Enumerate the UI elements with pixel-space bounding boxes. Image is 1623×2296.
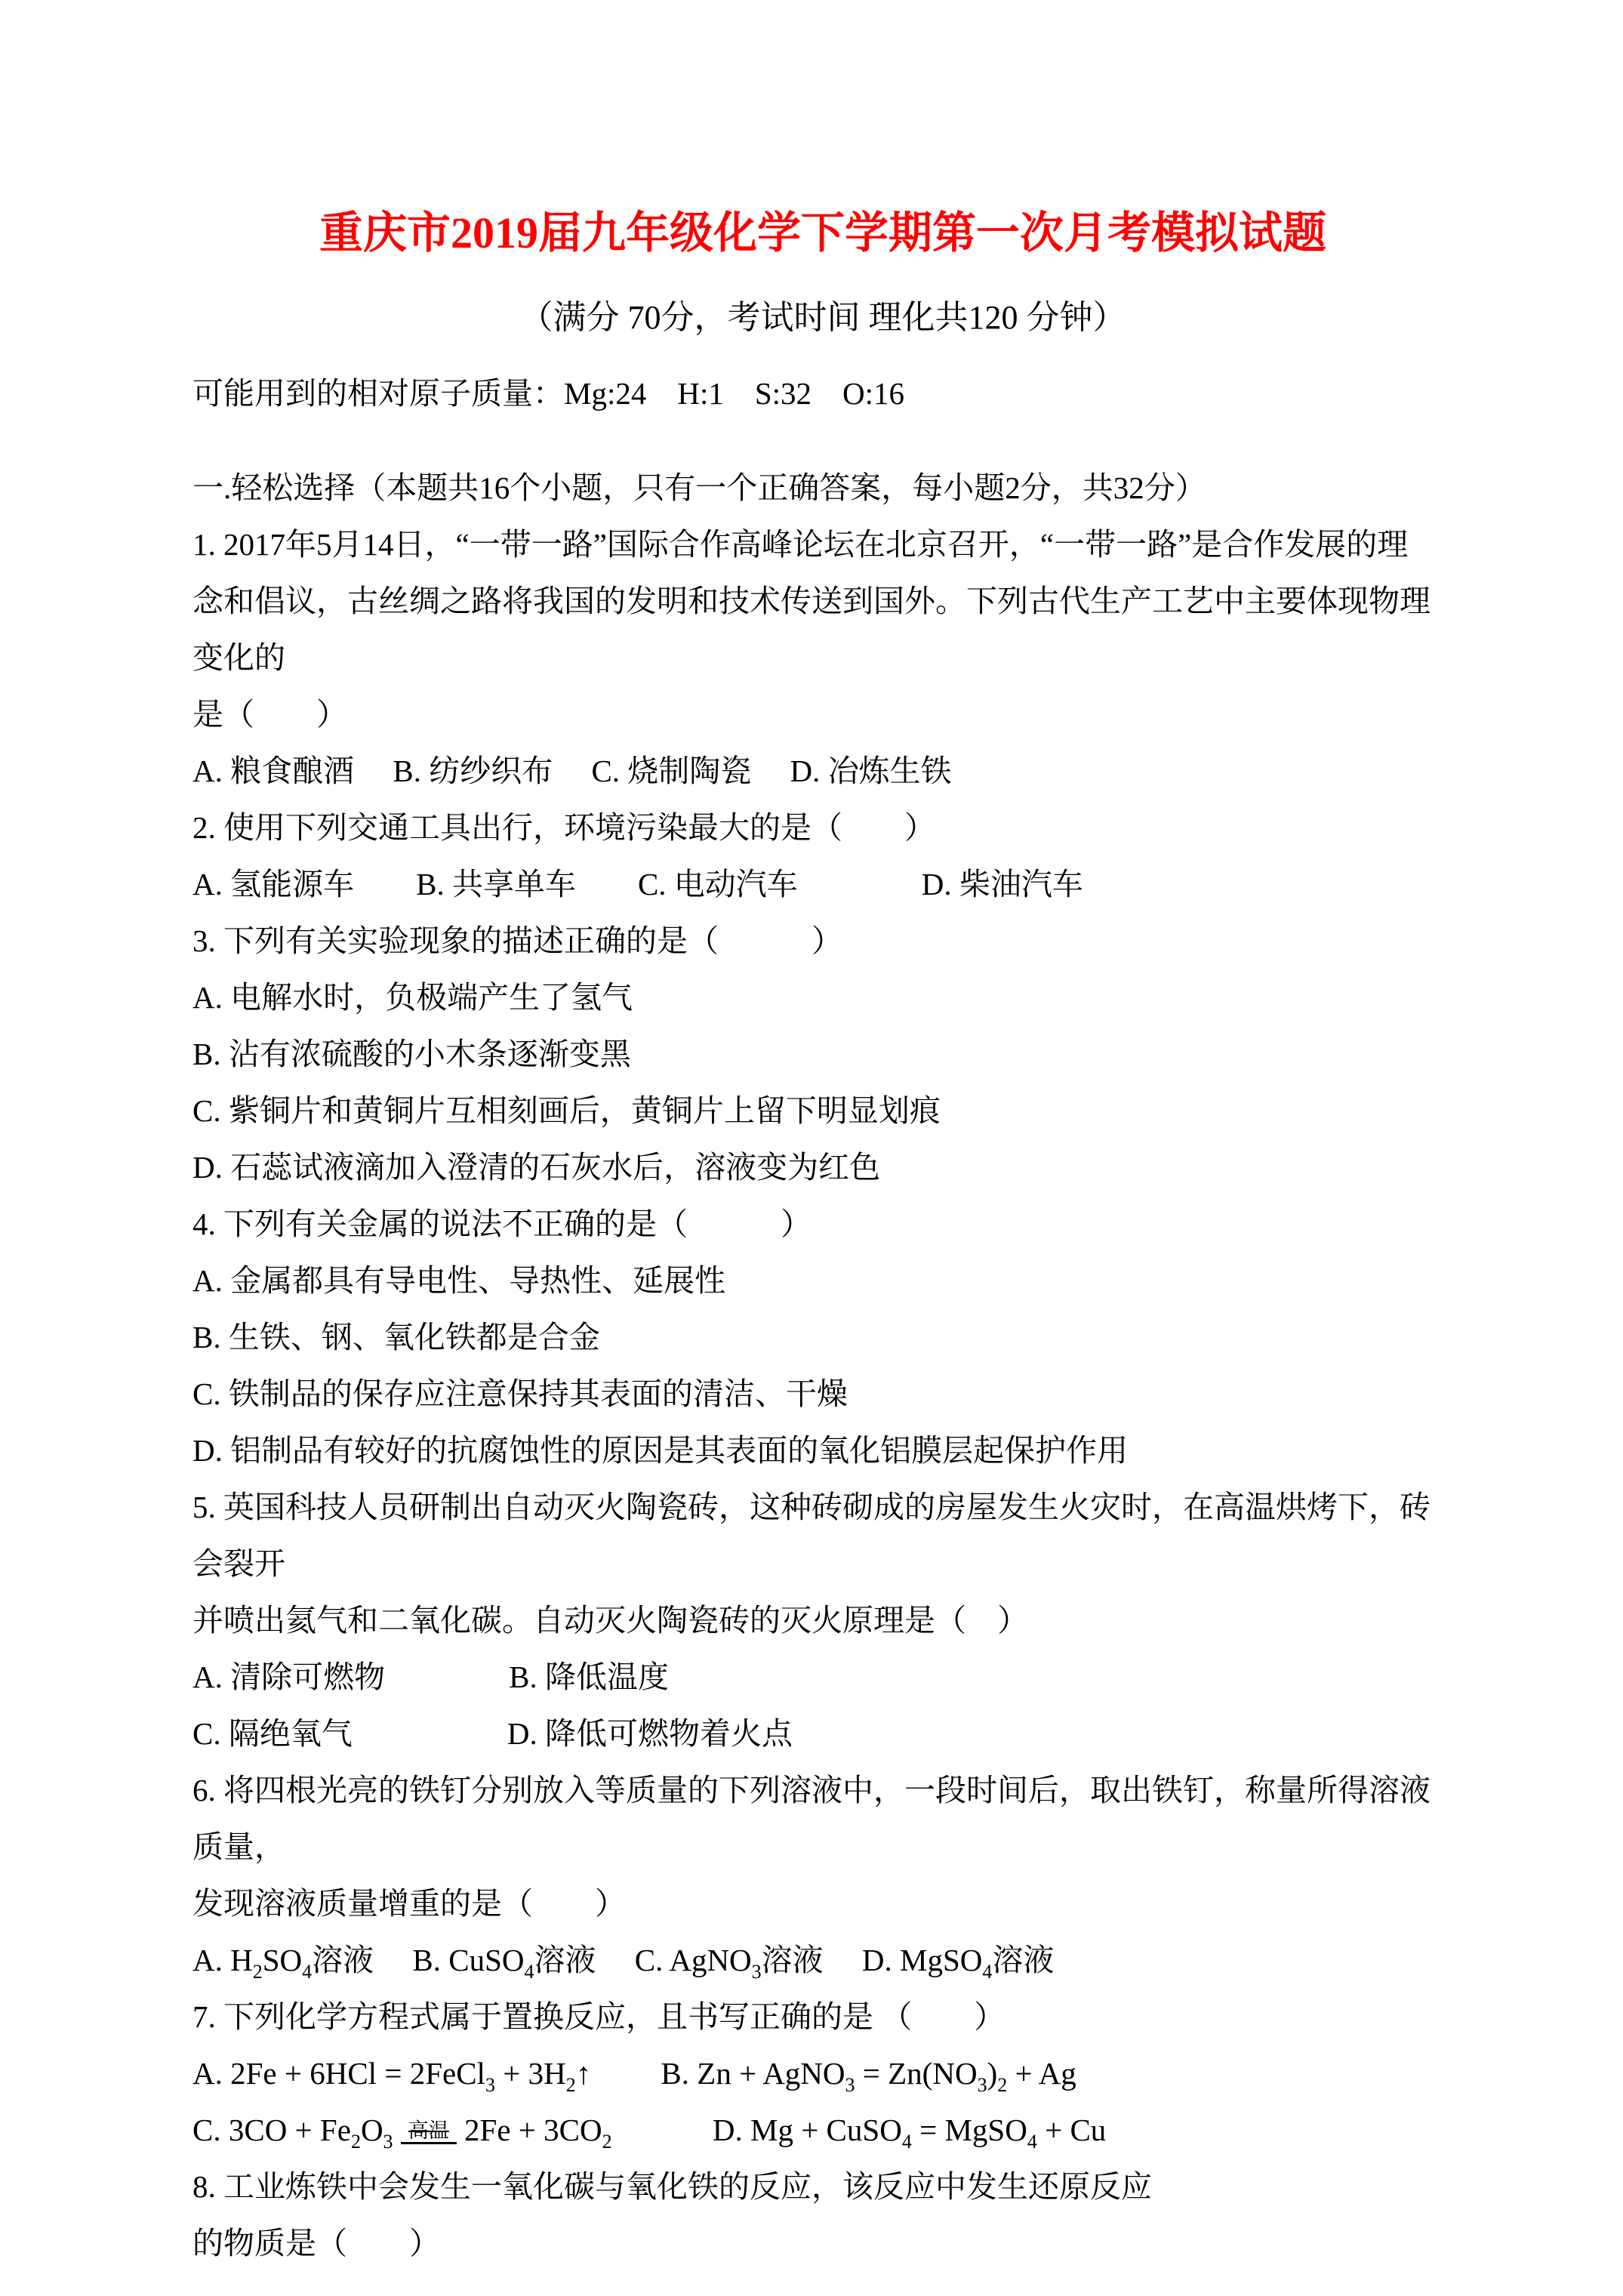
question-1-stem-line-2: 念和倡议，古丝绸之路将我国的发明和技术传送到国外。下列古代生产工艺中主要体现物理变化的 <box>192 584 1431 675</box>
question-7-equations-ab: A. 2Fe + 6HCl = 2FeCl$_3$ + $3H_2↑$ B. Zn + AgNO$_3$ = $Zn(NO_3)_2 + Ag$ <box>192 2056 1076 2096</box>
question-3-stem: 3. 下列有关实验现象的描述正确的是（ ） <box>192 923 842 958</box>
question-4-option-b: B. 生铁、钢、氧化铁都是合金 <box>192 1320 600 1354</box>
question-3-option-d: D. 石蕊试液滴加入澄清的石灰水后，溶液变为红色 <box>192 1150 881 1185</box>
question-6-options: A. $H_2SO_4$溶液 B. CuSO$_4$溶液 C. AgNO$_3$溶液 D. MgSO$_4$溶液 <box>192 1943 1055 1983</box>
question-2-options: A. 氢能源车 B. 共享单车 C. 电动汽车 D. 柴油汽车 <box>192 867 1083 901</box>
section-1-header: 一.轻松选择（本题共16个小题，只有一个正确答案，每小题2分，共32分） <box>192 470 1206 505</box>
reaction-condition-high-temperature: 高温 <box>401 2119 457 2144</box>
question-4-option-a: A. 金属都具有导电性、导热性、延展性 <box>192 1263 726 1298</box>
question-5-stem-line-1: 5. 英国科技人员研制出自动灭火陶瓷砖，这种砖砌成的房屋发生火灾时，在高温烘烤下，砖会裂开 <box>192 1490 1431 1581</box>
question-3-option-a: A. 电解水时，负极端产生了氢气 <box>192 980 633 1015</box>
question-4-option-d: D. 铝制品有较好的抗腐蚀性的原因是其表面的氧化铝膜层起保护作用 <box>192 1433 1129 1468</box>
question-3-option-b: B. 沾有浓硫酸的小木条逐渐变黑 <box>192 1037 631 1071</box>
question-5-stem-line-2: 并喷出氦气和二氧化碳。自动灭火陶瓷砖的灭火原理是（ ） <box>192 1603 1028 1638</box>
exam-score-duration-note: （满分 70分，考试时间 理化共120 分钟） <box>519 299 1126 336</box>
page-title: 重庆市2019届九年级化学下学期第一次月考模拟试题 <box>319 208 1326 257</box>
question-7-stem: 7. 下列化学方程式属于置换反应，且书写正确的是 （ ） <box>192 1999 1006 2034</box>
question-8-stem-line-1: 8. 工业炼铁中会发生一氧化碳与氧化铁的反应，该反应中发生还原反应 <box>192 2169 1152 2204</box>
question-4-stem: 4. 下列有关金属的说法不正确的是（ ） <box>192 1207 812 1241</box>
question-1-options: A. 粮食酿酒 B. 纺纱织布 C. 烧制陶瓷 D. 冶炼生铁 <box>192 754 952 788</box>
question-6-stem-line-1: 6. 将四根光亮的铁钉分别放入等质量的下列溶液中，一段时间后，取出铁钉，称量所得溶液质量， <box>192 1773 1431 1864</box>
question-5-options-cd: C. 隔绝氧气 D. 降低可燃物着火点 <box>192 1716 793 1751</box>
question-2-stem: 2. 使用下列交通工具出行，环境污染最大的是（ ） <box>192 810 935 845</box>
question-5-options-ab: A. 清除可燃物 B. 降低温度 <box>192 1660 669 1694</box>
question-7-equations-cd: C. $3CO + Fe_2O_3$ 高温 $2Fe + 3CO_2$ D. Mg + CuSO$_4$ = MgSO$_4$ + Cu <box>192 2113 1107 2153</box>
question-1-stem-line-3: 是（ ） <box>192 697 347 732</box>
question-6-stem-line-2: 发现溶液质量增重的是（ ） <box>192 1886 626 1921</box>
question-8-stem-line-2: 的物质是（ ） <box>192 2226 440 2261</box>
question-3-option-c: C. 紫铜片和黄铜片互相刻画后，黄铜片上留下明显划痕 <box>192 1093 941 1128</box>
relative-atomic-mass-note: 可能用到的相对原子质量：Mg:24 H:1 S:32 O:16 <box>192 376 905 411</box>
question-4-option-c: C. 铁制品的保存应注意保持其表面的清洁、干燥 <box>192 1376 848 1411</box>
question-1-stem-line-1: 1. 2017年5月14日，“一带一路”国际合作高峰论坛在北京召开，“一带一路”是合作发展的理 <box>192 527 1409 562</box>
